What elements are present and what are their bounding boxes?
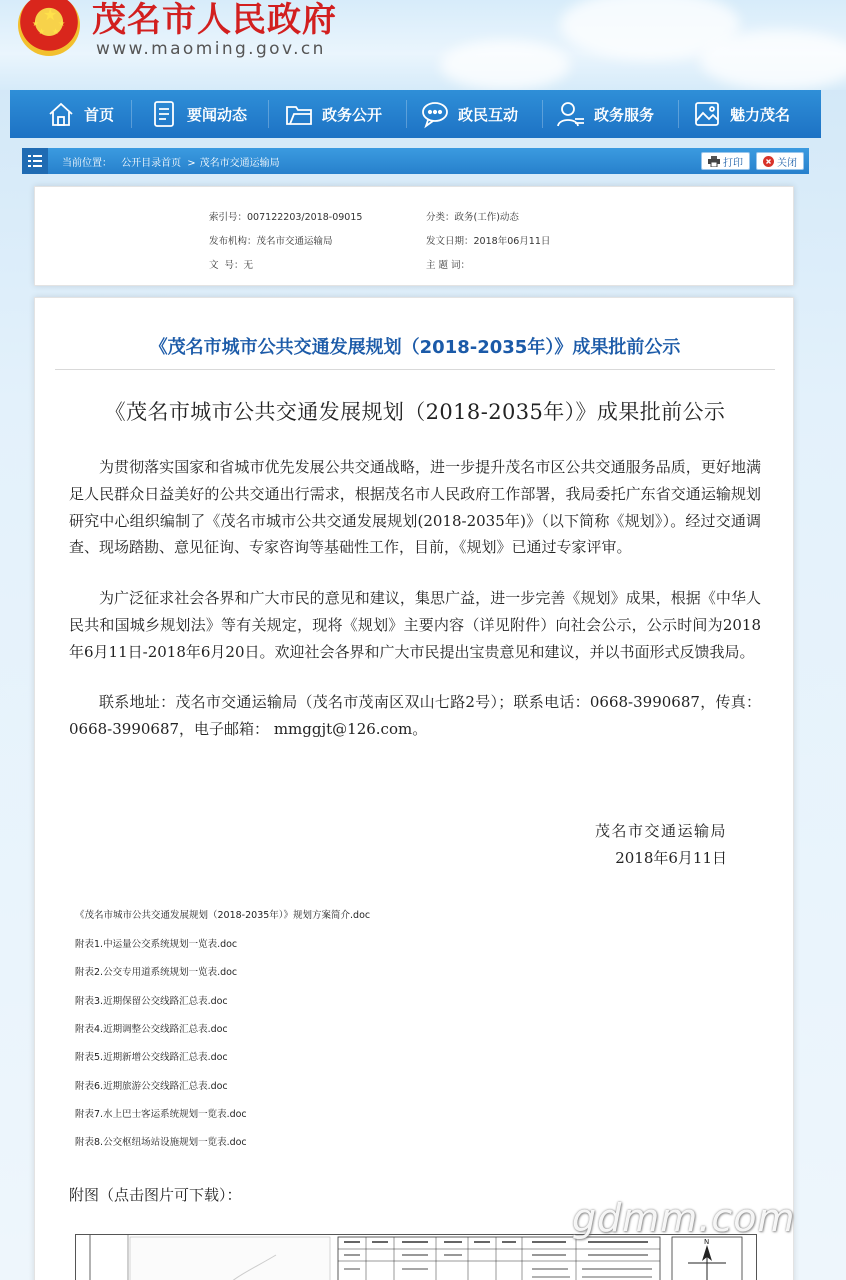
meta-doc-no bbox=[209, 257, 253, 271]
nav-item-services[interactable] bbox=[556, 90, 654, 138]
attachment-link[interactable]: 附表8.公交枢纽场站设施规划一览表.doc bbox=[75, 1137, 247, 1148]
folder-icon bbox=[284, 99, 314, 129]
close-icon bbox=[763, 156, 774, 167]
attachment-link[interactable]: 附表1.中运量公交系统规划一览表.doc bbox=[75, 939, 238, 950]
user-service-icon bbox=[556, 99, 586, 129]
chat-bubble-icon bbox=[420, 99, 450, 129]
signature-org: 茂名市交通运输局 bbox=[594, 822, 727, 840]
meta-value: 茂名市交通运输局 bbox=[256, 236, 333, 247]
site-url[interactable]: www.maoming.gov.cn bbox=[96, 39, 326, 59]
article-paragraph: 为贯彻落实国家和省城市优先发展公共交通战略，进一步提升茂名市区公共交通服务品质，更好地满足人民群众日益美好的公共交通出行需求，根据茂名市人民政府工作部署，我局委托广东省交通运输规划研究中心组织编制了《茂名市城市公共交通发展规划(2018-2035年)》（以下简称《规划》）。经过交通调查、现场踏勘、意见征询、专家咨询等基础性工作，目前，《规划》已通过专家评审。 bbox=[69, 458, 761, 557]
breadcrumb bbox=[22, 148, 809, 174]
nav-item-news[interactable] bbox=[149, 90, 247, 138]
breadcrumb-prefix: 当前位置： bbox=[62, 157, 112, 169]
meta-label: 发文日期： bbox=[426, 236, 474, 247]
meta-label: 索引号： bbox=[209, 212, 248, 223]
print-button[interactable] bbox=[701, 152, 750, 170]
meta-value: 政务(工作)动态 bbox=[454, 212, 519, 223]
print-label: 打印 bbox=[723, 157, 743, 169]
home-icon bbox=[46, 99, 76, 129]
nav-divider bbox=[406, 100, 407, 128]
nav-label: 要闻动态 bbox=[187, 105, 248, 124]
news-document-icon bbox=[149, 99, 179, 129]
document-meta-panel bbox=[34, 186, 794, 286]
meta-index-no bbox=[209, 209, 362, 223]
watermark: gdmm.com bbox=[572, 1196, 796, 1240]
meta-subject bbox=[426, 257, 470, 271]
meta-value: 2018年06月11日 bbox=[473, 236, 551, 247]
nav-item-home[interactable] bbox=[46, 90, 114, 138]
plan-map-thumbnail bbox=[76, 1235, 757, 1280]
nav-label: 政务公开 bbox=[322, 105, 383, 124]
nav-item-open-gov[interactable] bbox=[284, 90, 382, 138]
meta-label: 文 号： bbox=[209, 260, 244, 271]
attachment-link[interactable]: 附表5.近期新增公交线路汇总表.doc bbox=[75, 1052, 228, 1063]
list-icon bbox=[22, 148, 48, 174]
attachment-link[interactable]: 附表6.近期旅游公交线路汇总表.doc bbox=[75, 1081, 228, 1092]
nav-label: 政民互动 bbox=[458, 105, 519, 124]
breadcrumb-link-current[interactable]: 茂名市交通运输局 bbox=[199, 157, 280, 169]
meta-value: 无 bbox=[243, 260, 254, 271]
printer-icon bbox=[708, 156, 720, 167]
close-button[interactable] bbox=[756, 152, 804, 170]
nav-label: 首页 bbox=[84, 105, 115, 124]
site-header bbox=[0, 0, 846, 90]
nav-divider bbox=[542, 100, 543, 128]
meta-date bbox=[426, 233, 550, 247]
cloud-decoration bbox=[700, 30, 846, 90]
cloud-decoration bbox=[440, 40, 570, 90]
nav-label: 政务服务 bbox=[594, 105, 655, 124]
meta-label: 发布机构： bbox=[209, 236, 257, 247]
nav-divider bbox=[268, 100, 269, 128]
plan-map-image[interactable] bbox=[75, 1234, 757, 1280]
svg-text:N: N bbox=[704, 1238, 710, 1246]
divider bbox=[55, 369, 775, 370]
breadcrumb-link-home[interactable]: 公开目录首页 bbox=[121, 157, 182, 169]
figure-label: 附图（点击图片可下载）： bbox=[69, 1186, 242, 1204]
article-panel bbox=[34, 297, 794, 1280]
attachment-link[interactable]: 《茂名市城市公共交通发展规划（2018-2035年）》规划方案简介.doc bbox=[75, 910, 371, 921]
nav-item-interaction[interactable] bbox=[420, 90, 518, 138]
meta-publisher bbox=[209, 233, 333, 247]
article-headline: 《茂名市城市公共交通发展规划（2018-2035年）》成果批前公示 bbox=[149, 337, 681, 358]
breadcrumb-path bbox=[62, 154, 286, 169]
meta-value: 007122203/2018-09015 bbox=[247, 212, 363, 223]
site-title[interactable]: 茂名市人民政府 bbox=[92, 0, 337, 40]
main-nav bbox=[10, 90, 821, 138]
meta-category bbox=[426, 209, 519, 223]
attachment-link[interactable]: 附表4.近期调整公交线路汇总表.doc bbox=[75, 1024, 228, 1035]
attachment-link[interactable]: 附表3.近期保留公交线路汇总表.doc bbox=[75, 996, 228, 1007]
attachment-link[interactable]: 附表7.水上巴士客运系统规划一览表.doc bbox=[75, 1109, 247, 1120]
article-title: 《茂名市城市公共交通发展规划（2018-2035年）》成果批前公示 bbox=[104, 400, 726, 424]
nav-divider bbox=[131, 100, 132, 128]
signature-date: 2018年6月11日 bbox=[615, 849, 727, 867]
breadcrumb-separator: > bbox=[187, 157, 196, 169]
close-label: 关闭 bbox=[777, 157, 797, 169]
article-paragraph: 为广泛征求社会各界和广大市民的意见和建议，集思广益，进一步完善《规划》成果，根据《中华人民共和国城乡规划法》等有关规定，现将《规划》主要内容（详见附件）向社会公示，公示时间为2018年6月11日-2018年6月20日。欢迎社会各界和广大市民提出宝贵意见和建议，并以书面形式反馈我局。 bbox=[69, 589, 761, 661]
nav-label: 魅力茂名 bbox=[730, 105, 791, 124]
photo-icon bbox=[692, 99, 722, 129]
nav-divider bbox=[678, 100, 679, 128]
meta-label: 分类： bbox=[426, 212, 455, 223]
attachment-link[interactable]: 附表2.公交专用道系统规划一览表.doc bbox=[75, 967, 238, 978]
national-emblem-icon: ★ ★ ★ ★ ★ bbox=[18, 0, 80, 56]
article-paragraph: 联系地址：茂名市交通运输局（茂名市茂南区双山七路2号）；联系电话：0668-3990687，传真：0668-3990687，电子邮箱： mmggjt@126.com。 bbox=[69, 693, 761, 738]
nav-item-charm[interactable] bbox=[692, 90, 790, 138]
meta-label: 主 题 词： bbox=[426, 260, 471, 271]
